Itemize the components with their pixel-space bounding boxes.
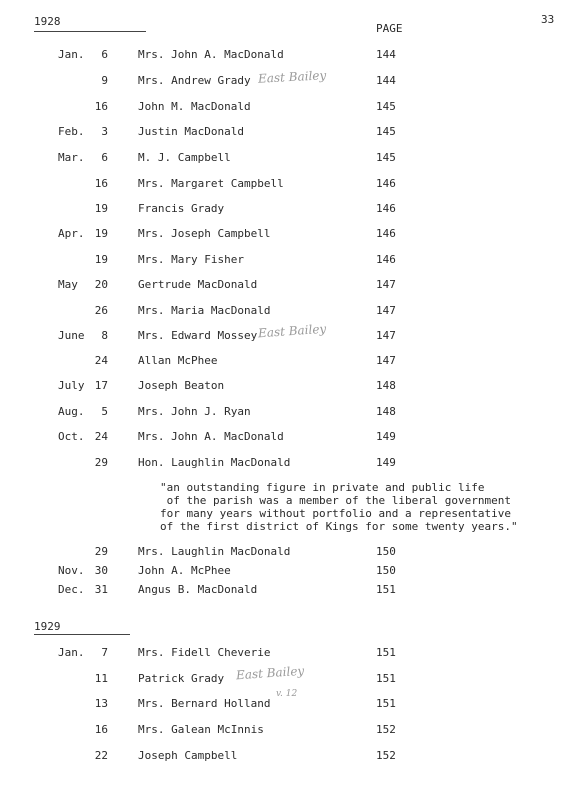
- entry-day: 24: [94, 354, 108, 367]
- entry-name: Mrs. Joseph Campbell: [138, 227, 271, 240]
- entry-page: 150: [376, 545, 396, 558]
- entry-name: Angus B. MacDonald: [138, 583, 258, 596]
- entry-page: 146: [376, 253, 396, 266]
- entry-day: 16: [94, 100, 108, 113]
- entry-month: June: [58, 329, 85, 342]
- handwritten-note: East Bailey: [257, 321, 327, 341]
- entry-page: 152: [376, 723, 396, 736]
- entry-day: 29: [94, 456, 108, 469]
- entry-page: 150: [376, 564, 396, 577]
- entry-page: 148: [376, 379, 396, 392]
- entry-day: 20: [94, 278, 108, 291]
- entry-page: 151: [376, 697, 396, 710]
- entry-page: 148: [376, 405, 396, 418]
- entry-page: 146: [376, 202, 396, 215]
- entry-day: 19: [94, 253, 108, 266]
- entry-day: 29: [94, 545, 108, 558]
- entry-page: 151: [376, 672, 396, 685]
- entry-name: Mrs. Margaret Campbell: [138, 177, 284, 190]
- entry-name: Mrs. Andrew Grady: [138, 74, 251, 87]
- entry-month: Dec.: [58, 583, 85, 596]
- entry-name: Mrs. Bernard Holland: [138, 697, 271, 710]
- entry-page: 146: [376, 227, 396, 240]
- entry-day: 3: [101, 125, 108, 138]
- entry-month: Apr.: [58, 227, 85, 240]
- year-heading-1928: 1928: [34, 15, 61, 28]
- entry-month: July: [58, 379, 85, 392]
- entry-name: Mrs. Fidell Cheverie: [138, 646, 271, 659]
- entry-day: 16: [94, 723, 108, 736]
- page-column-header: PAGE: [376, 22, 403, 35]
- entry-month: Aug.: [58, 405, 85, 418]
- entry-page: 149: [376, 430, 396, 443]
- entry-day: 19: [94, 202, 108, 215]
- entry-name: Mrs. Edward Mossey: [138, 329, 258, 342]
- entry-page: 145: [376, 100, 396, 113]
- entry-page: 147: [376, 278, 396, 291]
- entry-name: Joseph Beaton: [138, 379, 225, 392]
- entry-name: Mrs. Mary Fisher: [138, 253, 244, 266]
- entry-page: 145: [376, 151, 396, 164]
- entry-name: Mrs. John A. MacDonald: [138, 430, 284, 443]
- entry-page: 147: [376, 329, 396, 342]
- entry-name: Mrs. John J. Ryan: [138, 405, 251, 418]
- entry-day: 8: [101, 329, 108, 342]
- entry-page: 145: [376, 125, 396, 138]
- entry-name: Justin MacDonald: [138, 125, 244, 138]
- entry-month: May: [58, 278, 78, 291]
- entry-day: 24: [94, 430, 108, 443]
- entry-month: Nov.: [58, 564, 85, 577]
- entry-page: 149: [376, 456, 396, 469]
- entry-day: 11: [94, 672, 108, 685]
- entry-name: Mrs. Maria MacDonald: [138, 304, 271, 317]
- year-underline: [34, 634, 130, 635]
- entry-day: 16: [94, 177, 108, 190]
- entry-name: John M. MacDonald: [138, 100, 251, 113]
- page-number: 33: [541, 13, 555, 26]
- entry-day: 13: [94, 697, 108, 710]
- entry-name: John A. McPhee: [138, 564, 231, 577]
- entry-page: 152: [376, 749, 396, 762]
- handwritten-note: East Bailey: [257, 68, 327, 86]
- entry-month: Jan.: [58, 646, 85, 659]
- entry-name: Mrs. John A. MacDonald: [138, 48, 284, 61]
- entry-day: 9: [101, 74, 108, 87]
- entry-day: 19: [94, 227, 108, 240]
- entry-name: Mrs. Laughlin MacDonald: [138, 545, 291, 558]
- entry-month: Oct.: [58, 430, 85, 443]
- year-underline: [34, 31, 146, 32]
- entry-day: 17: [94, 379, 108, 392]
- year-heading-1929: 1929: [34, 620, 61, 633]
- entry-page: 151: [376, 583, 396, 596]
- entry-day: 22: [94, 749, 108, 762]
- entry-page: 147: [376, 304, 396, 317]
- entry-day: 30: [94, 564, 108, 577]
- handwritten-note: v. 12: [276, 689, 298, 699]
- entry-page: 146: [376, 177, 396, 190]
- quote-block: "an outstanding figure in private and public life of the parish was a member of the liberal government for many years without portfolio and a representative of the first district of Kings for some twenty years.": [160, 481, 518, 533]
- entry-name: Joseph Campbell: [138, 749, 238, 762]
- entry-day: 26: [94, 304, 108, 317]
- entry-day: 6: [101, 48, 108, 61]
- entry-day: 6: [101, 151, 108, 164]
- entry-name: Allan McPhee: [138, 354, 218, 367]
- entry-day: 5: [101, 405, 108, 418]
- entry-name: Francis Grady: [138, 202, 225, 215]
- entry-page: 151: [376, 646, 396, 659]
- entry-month: Mar.: [58, 151, 85, 164]
- entry-name: Hon. Laughlin MacDonald: [138, 456, 291, 469]
- entry-name: Patrick Grady: [138, 672, 225, 685]
- entry-page: 147: [376, 354, 396, 367]
- entry-name: M. J. Campbell: [138, 151, 231, 164]
- entry-day: 7: [101, 646, 108, 659]
- entry-month: Jan.: [58, 48, 85, 61]
- entry-page: 144: [376, 74, 396, 87]
- entry-name: Gertrude MacDonald: [138, 278, 258, 291]
- entry-name: Mrs. Galean McInnis: [138, 723, 264, 736]
- handwritten-note: East Bailey: [235, 663, 305, 683]
- entry-page: 144: [376, 48, 396, 61]
- entry-day: 31: [94, 583, 108, 596]
- entry-month: Feb.: [58, 125, 85, 138]
